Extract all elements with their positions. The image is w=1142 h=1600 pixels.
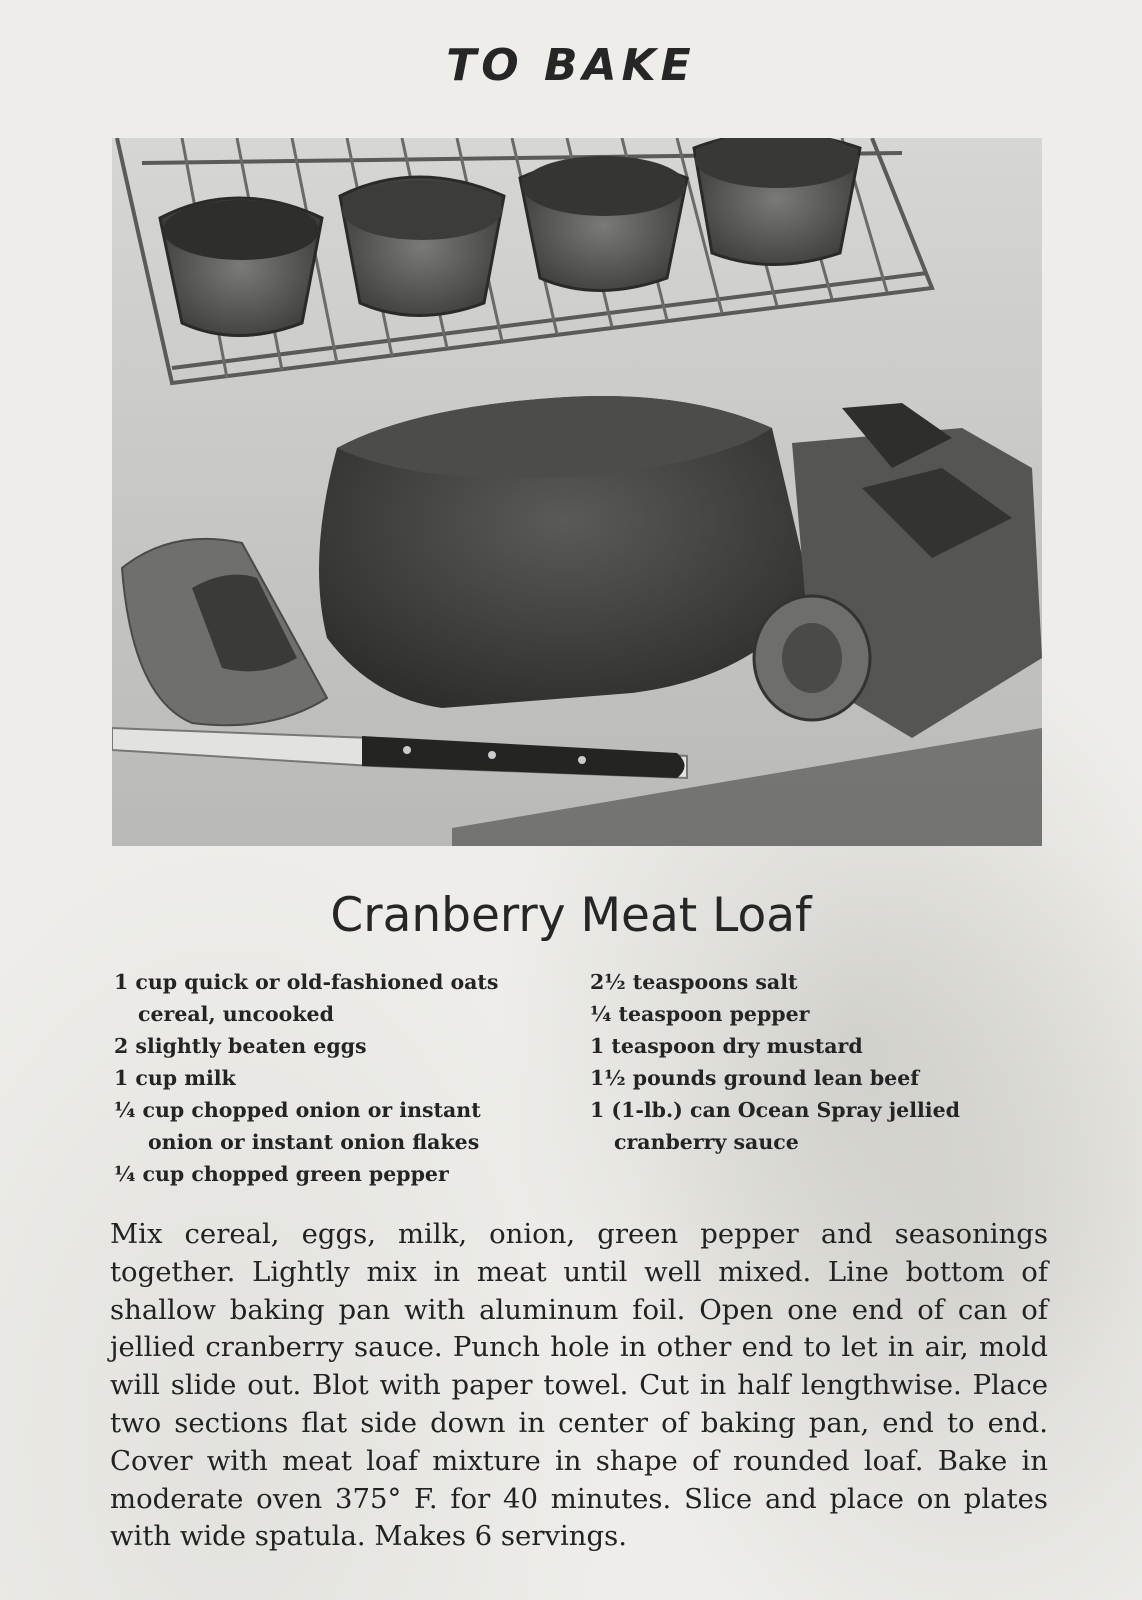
ingredients-right-column bbox=[590, 966, 1030, 1158]
ingredient-line: ¼ cup chopped onion or instant bbox=[114, 1098, 481, 1122]
ingredient-line: 1½ pounds ground lean beef bbox=[590, 1066, 920, 1090]
ingredient-line: ¼ cup chopped green pepper bbox=[114, 1162, 449, 1186]
ingredient-line: 2 slightly beaten eggs bbox=[114, 1034, 367, 1058]
ingredients-left-column bbox=[114, 966, 554, 1190]
section-heading: TO BAKE bbox=[446, 40, 696, 91]
ingredient-line: cereal, uncooked bbox=[138, 1002, 334, 1026]
ingredient-line: 1 cup milk bbox=[114, 1066, 236, 1090]
ingredient-line: 1 cup quick or old-fashioned oats bbox=[114, 970, 499, 994]
ingredient-line: onion or instant onion flakes bbox=[148, 1130, 480, 1154]
ingredient-line: 2½ teaspoons salt bbox=[590, 970, 798, 994]
ingredient-line: ¼ teaspoon pepper bbox=[590, 1002, 810, 1026]
ingredient-line: 1 (1-lb.) can Ocean Spray jellied bbox=[590, 1098, 960, 1122]
ingredient-line: 1 teaspoon dry mustard bbox=[590, 1034, 863, 1058]
recipe-instructions: Mix cereal, eggs, milk, onion, green pepper and seasonings together. Lightly mix in meat until well mixed. Line bottom of shallow baking pan with aluminum foil. Open one end of can of jellied cranberry sauce. Punch hole in other end to let in air, mold will slide out. Blot with paper towel. Cut in half lengthwise. Place two sections flat side down in center of baking pan, end to end. Cover with meat loaf mixture in shape of rounded loaf. Bake in moderate oven 375° F. for 40 minutes. Slice and place on plates with wide spatula. Makes 6 servings. bbox=[110, 1218, 1048, 1553]
ingredient-line: cranberry sauce bbox=[614, 1130, 799, 1154]
recipe-title: Cranberry Meat Loaf bbox=[330, 888, 812, 943]
meatloaf-photo bbox=[112, 138, 1042, 846]
